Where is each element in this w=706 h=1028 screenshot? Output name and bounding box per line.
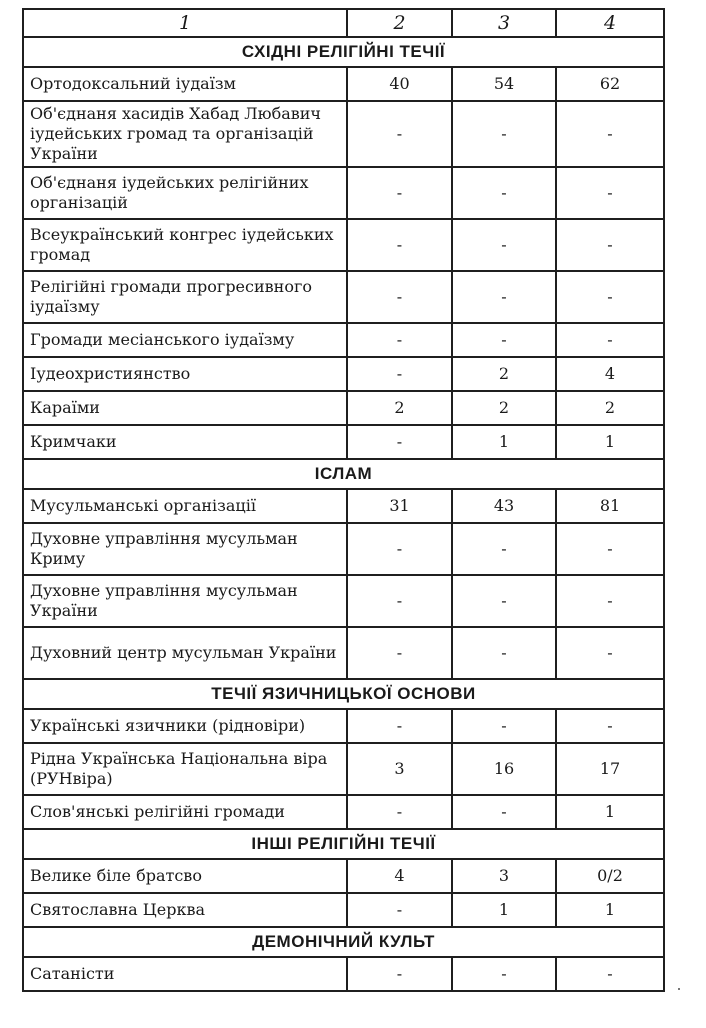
- value-col4-cell: 4: [556, 357, 664, 391]
- organization-name-cell: Велике біле братсво: [23, 859, 347, 893]
- value-col3-cell: 54: [452, 67, 556, 101]
- value-col4-cell: -: [556, 957, 664, 991]
- section-title: СХІДНІ РЕЛІГІЙНІ ТЕЧІЇ: [23, 37, 664, 67]
- value-col4-cell: 1: [556, 425, 664, 459]
- table-row: [23, 101, 664, 167]
- value-col3-cell: -: [452, 575, 556, 627]
- value-col2-cell: -: [347, 709, 452, 743]
- table-body: [23, 9, 664, 991]
- organization-name-cell: Святославна Церква: [23, 893, 347, 927]
- value-col2-cell: -: [347, 893, 452, 927]
- table-row: [23, 323, 664, 357]
- value-col4-cell: -: [556, 709, 664, 743]
- value-col2-cell: -: [347, 357, 452, 391]
- table-row: [23, 425, 664, 459]
- value-col2-cell: 31: [347, 489, 452, 523]
- value-col2-cell: -: [347, 425, 452, 459]
- value-col4-cell: -: [556, 523, 664, 575]
- section-header-row: [23, 459, 664, 489]
- value-col3-cell: -: [452, 523, 556, 575]
- value-col3-cell: 43: [452, 489, 556, 523]
- column-header-1: 1: [23, 9, 347, 37]
- table-row: [23, 575, 664, 627]
- organization-name-cell: Українські язичники (рідновіри): [23, 709, 347, 743]
- value-col4-cell: -: [556, 101, 664, 167]
- table-row: [23, 167, 664, 219]
- value-col3-cell: -: [452, 101, 556, 167]
- value-col2-cell: 40: [347, 67, 452, 101]
- table-row: [23, 271, 664, 323]
- column-header-4: 4: [556, 9, 664, 37]
- value-col4-cell: 1: [556, 893, 664, 927]
- organization-name-cell: Релігійні громади прогресивного іудаїзму: [23, 271, 347, 323]
- value-col4-cell: 17: [556, 743, 664, 795]
- value-col3-cell: -: [452, 219, 556, 271]
- organization-name-cell: Духовний центр мусульман України: [23, 627, 347, 679]
- value-col4-cell: -: [556, 219, 664, 271]
- value-col2-cell: -: [347, 167, 452, 219]
- section-header-row: [23, 927, 664, 957]
- value-col2-cell: -: [347, 523, 452, 575]
- value-col2-cell: -: [347, 957, 452, 991]
- section-header-row: [23, 679, 664, 709]
- value-col2-cell: 2: [347, 391, 452, 425]
- value-col3-cell: -: [452, 167, 556, 219]
- value-col4-cell: 1: [556, 795, 664, 829]
- table-row: [23, 627, 664, 679]
- scan-speck: [678, 988, 680, 990]
- organization-name-cell: Караїми: [23, 391, 347, 425]
- organization-name-cell: Іудеохристиянство: [23, 357, 347, 391]
- organization-name-cell: Мусульманські організації: [23, 489, 347, 523]
- value-col4-cell: 2: [556, 391, 664, 425]
- organization-name-cell: Всеукраїнський конгрес іудейських громад: [23, 219, 347, 271]
- organization-name-cell: Слов'янські релігійні громади: [23, 795, 347, 829]
- table-row: [23, 859, 664, 893]
- table-row: [23, 743, 664, 795]
- value-col2-cell: -: [347, 575, 452, 627]
- value-col2-cell: -: [347, 271, 452, 323]
- value-col4-cell: -: [556, 575, 664, 627]
- value-col4-cell: -: [556, 271, 664, 323]
- section-title: ТЕЧІЇ ЯЗИЧНИЦЬКОЇ ОСНОВИ: [23, 679, 664, 709]
- table-row: [23, 67, 664, 101]
- table-row: [23, 357, 664, 391]
- organization-name-cell: Кримчаки: [23, 425, 347, 459]
- table-row: [23, 523, 664, 575]
- table-row: [23, 219, 664, 271]
- column-header-2: 2: [347, 9, 452, 37]
- organization-name-cell: Сатаністи: [23, 957, 347, 991]
- organization-name-cell: Об'єднаня іудейських релігійних організацій: [23, 167, 347, 219]
- section-title: ІНШІ РЕЛІГІЙНІ ТЕЧІЇ: [23, 829, 664, 859]
- value-col3-cell: -: [452, 271, 556, 323]
- value-col3-cell: 16: [452, 743, 556, 795]
- organization-name-cell: Ортодоксальний іудаїзм: [23, 67, 347, 101]
- value-col3-cell: -: [452, 627, 556, 679]
- table-row: [23, 893, 664, 927]
- value-col2-cell: 3: [347, 743, 452, 795]
- value-col4-cell: -: [556, 323, 664, 357]
- value-col2-cell: -: [347, 795, 452, 829]
- table-row: [23, 709, 664, 743]
- organization-name-cell: Громади месіанського іудаїзму: [23, 323, 347, 357]
- organization-name-cell: Духовне управління мусульман України: [23, 575, 347, 627]
- value-col4-cell: 62: [556, 67, 664, 101]
- value-col3-cell: -: [452, 957, 556, 991]
- value-col2-cell: -: [347, 101, 452, 167]
- value-col2-cell: -: [347, 323, 452, 357]
- value-col3-cell: -: [452, 323, 556, 357]
- value-col2-cell: 4: [347, 859, 452, 893]
- table-row: [23, 795, 664, 829]
- section-title: ДЕМОНІЧНИЙ КУЛЬТ: [23, 927, 664, 957]
- value-col4-cell: 0/2: [556, 859, 664, 893]
- value-col3-cell: 1: [452, 893, 556, 927]
- organization-name-cell: Духовне управління мусульман Криму: [23, 523, 347, 575]
- document-page: [22, 8, 665, 992]
- table-row: [23, 391, 664, 425]
- value-col3-cell: 1: [452, 425, 556, 459]
- value-col3-cell: -: [452, 709, 556, 743]
- value-col3-cell: 3: [452, 859, 556, 893]
- religious-organizations-table: [22, 8, 665, 992]
- table-row: [23, 489, 664, 523]
- value-col3-cell: 2: [452, 391, 556, 425]
- table-row: [23, 957, 664, 991]
- organization-name-cell: Рідна Українська Національна віра (РУНвіра): [23, 743, 347, 795]
- organization-name-cell: Об'єднаня хасидів Хабад Любавич іудейських громад та організацій України: [23, 101, 347, 167]
- value-col4-cell: 81: [556, 489, 664, 523]
- section-header-row: [23, 37, 664, 67]
- column-number-header-row: [23, 9, 664, 37]
- value-col4-cell: -: [556, 627, 664, 679]
- value-col3-cell: -: [452, 795, 556, 829]
- section-title: ІСЛАМ: [23, 459, 664, 489]
- value-col2-cell: -: [347, 627, 452, 679]
- section-header-row: [23, 829, 664, 859]
- value-col3-cell: 2: [452, 357, 556, 391]
- value-col4-cell: -: [556, 167, 664, 219]
- value-col2-cell: -: [347, 219, 452, 271]
- column-header-3: 3: [452, 9, 556, 37]
